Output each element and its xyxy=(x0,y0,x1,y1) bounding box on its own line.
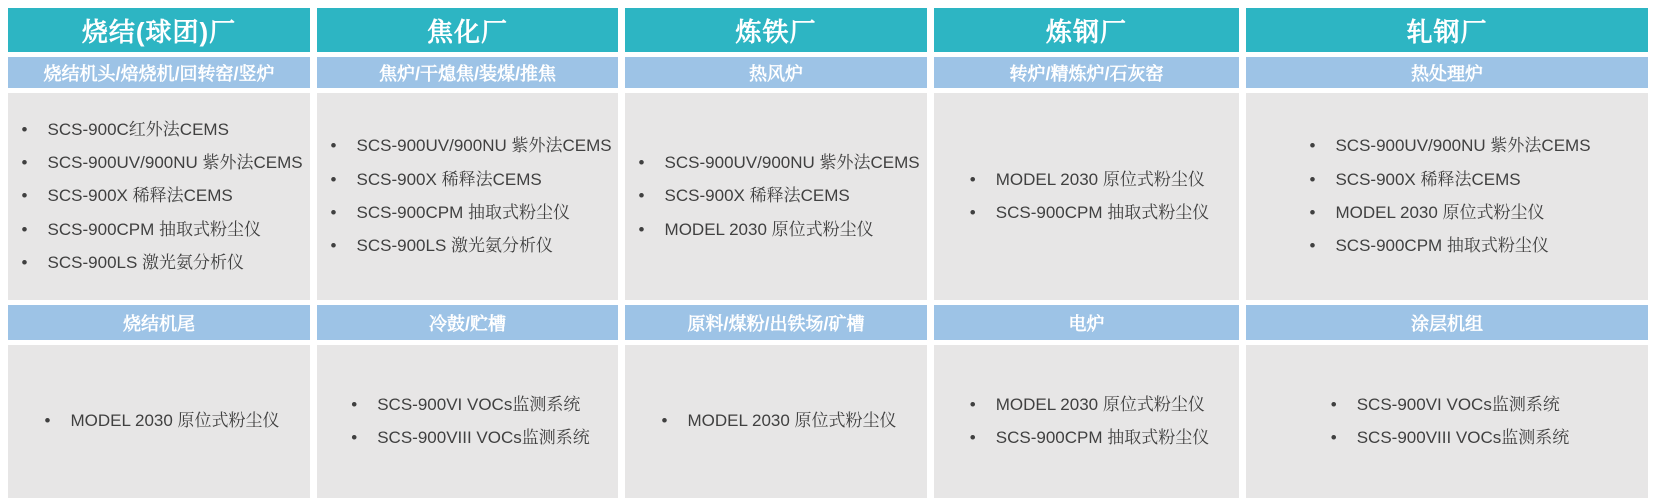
list-item: • SCS-900CPM 抽取式粉尘仪 xyxy=(964,203,1209,223)
product-list xyxy=(964,157,1209,237)
column-header-label: 炼钢厂 xyxy=(1045,16,1127,47)
list-item: • SCS-900X 稀释法CEMS xyxy=(16,186,303,206)
list-item: • MODEL 2030 原位式粉尘仪 xyxy=(655,411,896,431)
list-item: • SCS-900CPM 抽取式粉尘仪 xyxy=(964,428,1209,448)
product-list xyxy=(1303,123,1590,270)
content-cell xyxy=(625,93,927,300)
subheader-label: 焦炉/干熄焦/装煤/推焦 xyxy=(378,63,556,84)
list-item: • SCS-900UV/900NU 紫外法CEMS xyxy=(1303,136,1590,156)
product-list xyxy=(1325,382,1570,462)
list-item: • MODEL 2030 原位式粉尘仪 xyxy=(38,411,279,431)
list-item: • SCS-900C红外法CEMS xyxy=(16,120,303,140)
product-list xyxy=(633,140,920,253)
list-item: • SCS-900VIII VOCs监测系统 xyxy=(345,428,590,448)
list-item: • MODEL 2030 原位式粉尘仪 xyxy=(964,170,1209,190)
column-header-coking-plant xyxy=(317,8,618,52)
list-item: • SCS-900CPM 抽取式粉尘仪 xyxy=(16,220,303,240)
list-item: • SCS-900UV/900NU 紫外法CEMS xyxy=(633,153,920,173)
list-item: • MODEL 2030 原位式粉尘仪 xyxy=(633,220,920,240)
subheader-sinter-tail xyxy=(8,305,310,340)
list-item: • SCS-900CPM 抽取式粉尘仪 xyxy=(325,203,611,223)
subheader-label: 转炉/精炼炉/石灰窑 xyxy=(1009,63,1164,84)
list-item: • SCS-900X 稀释法CEMS xyxy=(633,186,920,206)
list-item: • SCS-900VIII VOCs监测系统 xyxy=(1325,428,1570,448)
subheader-raw-material xyxy=(625,305,927,340)
column-header-sintering-plant xyxy=(8,8,310,52)
content-cell xyxy=(625,345,927,498)
subheader-label: 热风炉 xyxy=(749,63,803,84)
subheader-sinter-head xyxy=(8,57,310,88)
list-item: • SCS-900VI VOCs监测系统 xyxy=(1325,395,1570,415)
product-list xyxy=(16,107,303,287)
content-cell xyxy=(317,93,618,300)
list-item: • SCS-900LS 激光氨分析仪 xyxy=(16,253,303,273)
subheader-electric-furnace xyxy=(934,305,1239,340)
list-item: • SCS-900LS 激光氨分析仪 xyxy=(325,236,611,256)
list-item: • SCS-900X 稀释法CEMS xyxy=(325,170,611,190)
column-header-label: 炼铁厂 xyxy=(735,16,817,47)
subheader-hot-blast-stove xyxy=(625,57,927,88)
content-cell xyxy=(8,93,310,300)
content-cell xyxy=(1246,93,1648,300)
content-cell xyxy=(317,345,618,498)
list-item: • MODEL 2030 原位式粉尘仪 xyxy=(1303,203,1590,223)
subheader-cold-drum xyxy=(317,305,618,340)
content-cell xyxy=(8,345,310,498)
subheader-converter xyxy=(934,57,1239,88)
subheader-label: 烧结机尾 xyxy=(123,313,195,334)
list-item: • SCS-900X 稀释法CEMS xyxy=(1303,170,1590,190)
column-header-steelmaking-plant xyxy=(934,8,1239,52)
content-cell xyxy=(934,345,1239,498)
content-cell xyxy=(934,93,1239,300)
content-cell xyxy=(1246,345,1648,498)
column-header-label: 烧结(球团)厂 xyxy=(81,16,237,47)
product-list xyxy=(38,398,279,444)
product-list xyxy=(655,398,896,444)
subheader-label: 冷鼓/贮槽 xyxy=(428,313,506,334)
subheader-coke-oven xyxy=(317,57,618,88)
product-list xyxy=(345,382,590,462)
list-item: • SCS-900UV/900NU 紫外法CEMS xyxy=(16,153,303,173)
column-header-rolling-mill xyxy=(1246,8,1648,52)
column-header-label: 焦化厂 xyxy=(426,16,508,47)
subheader-label: 原料/煤粉/出铁场/矿槽 xyxy=(687,313,865,334)
product-list xyxy=(325,123,611,270)
list-item: • SCS-900CPM 抽取式粉尘仪 xyxy=(1303,236,1590,256)
subheader-label: 涂层机组 xyxy=(1411,313,1483,334)
subheader-label: 电炉 xyxy=(1068,313,1105,334)
subheader-label: 热处理炉 xyxy=(1411,63,1483,84)
subheader-label: 烧结机头/焙烧机/回转窑/竖炉 xyxy=(43,63,275,84)
column-header-label: 轧钢厂 xyxy=(1406,16,1488,47)
column-header-ironmaking-plant xyxy=(625,8,927,52)
subheader-heat-treatment-furnace xyxy=(1246,57,1648,88)
subheader-coating-unit xyxy=(1246,305,1648,340)
list-item: • MODEL 2030 原位式粉尘仪 xyxy=(964,395,1209,415)
list-item: • SCS-900VI VOCs监测系统 xyxy=(345,395,590,415)
list-item: • SCS-900UV/900NU 紫外法CEMS xyxy=(325,136,611,156)
product-list xyxy=(964,382,1209,462)
